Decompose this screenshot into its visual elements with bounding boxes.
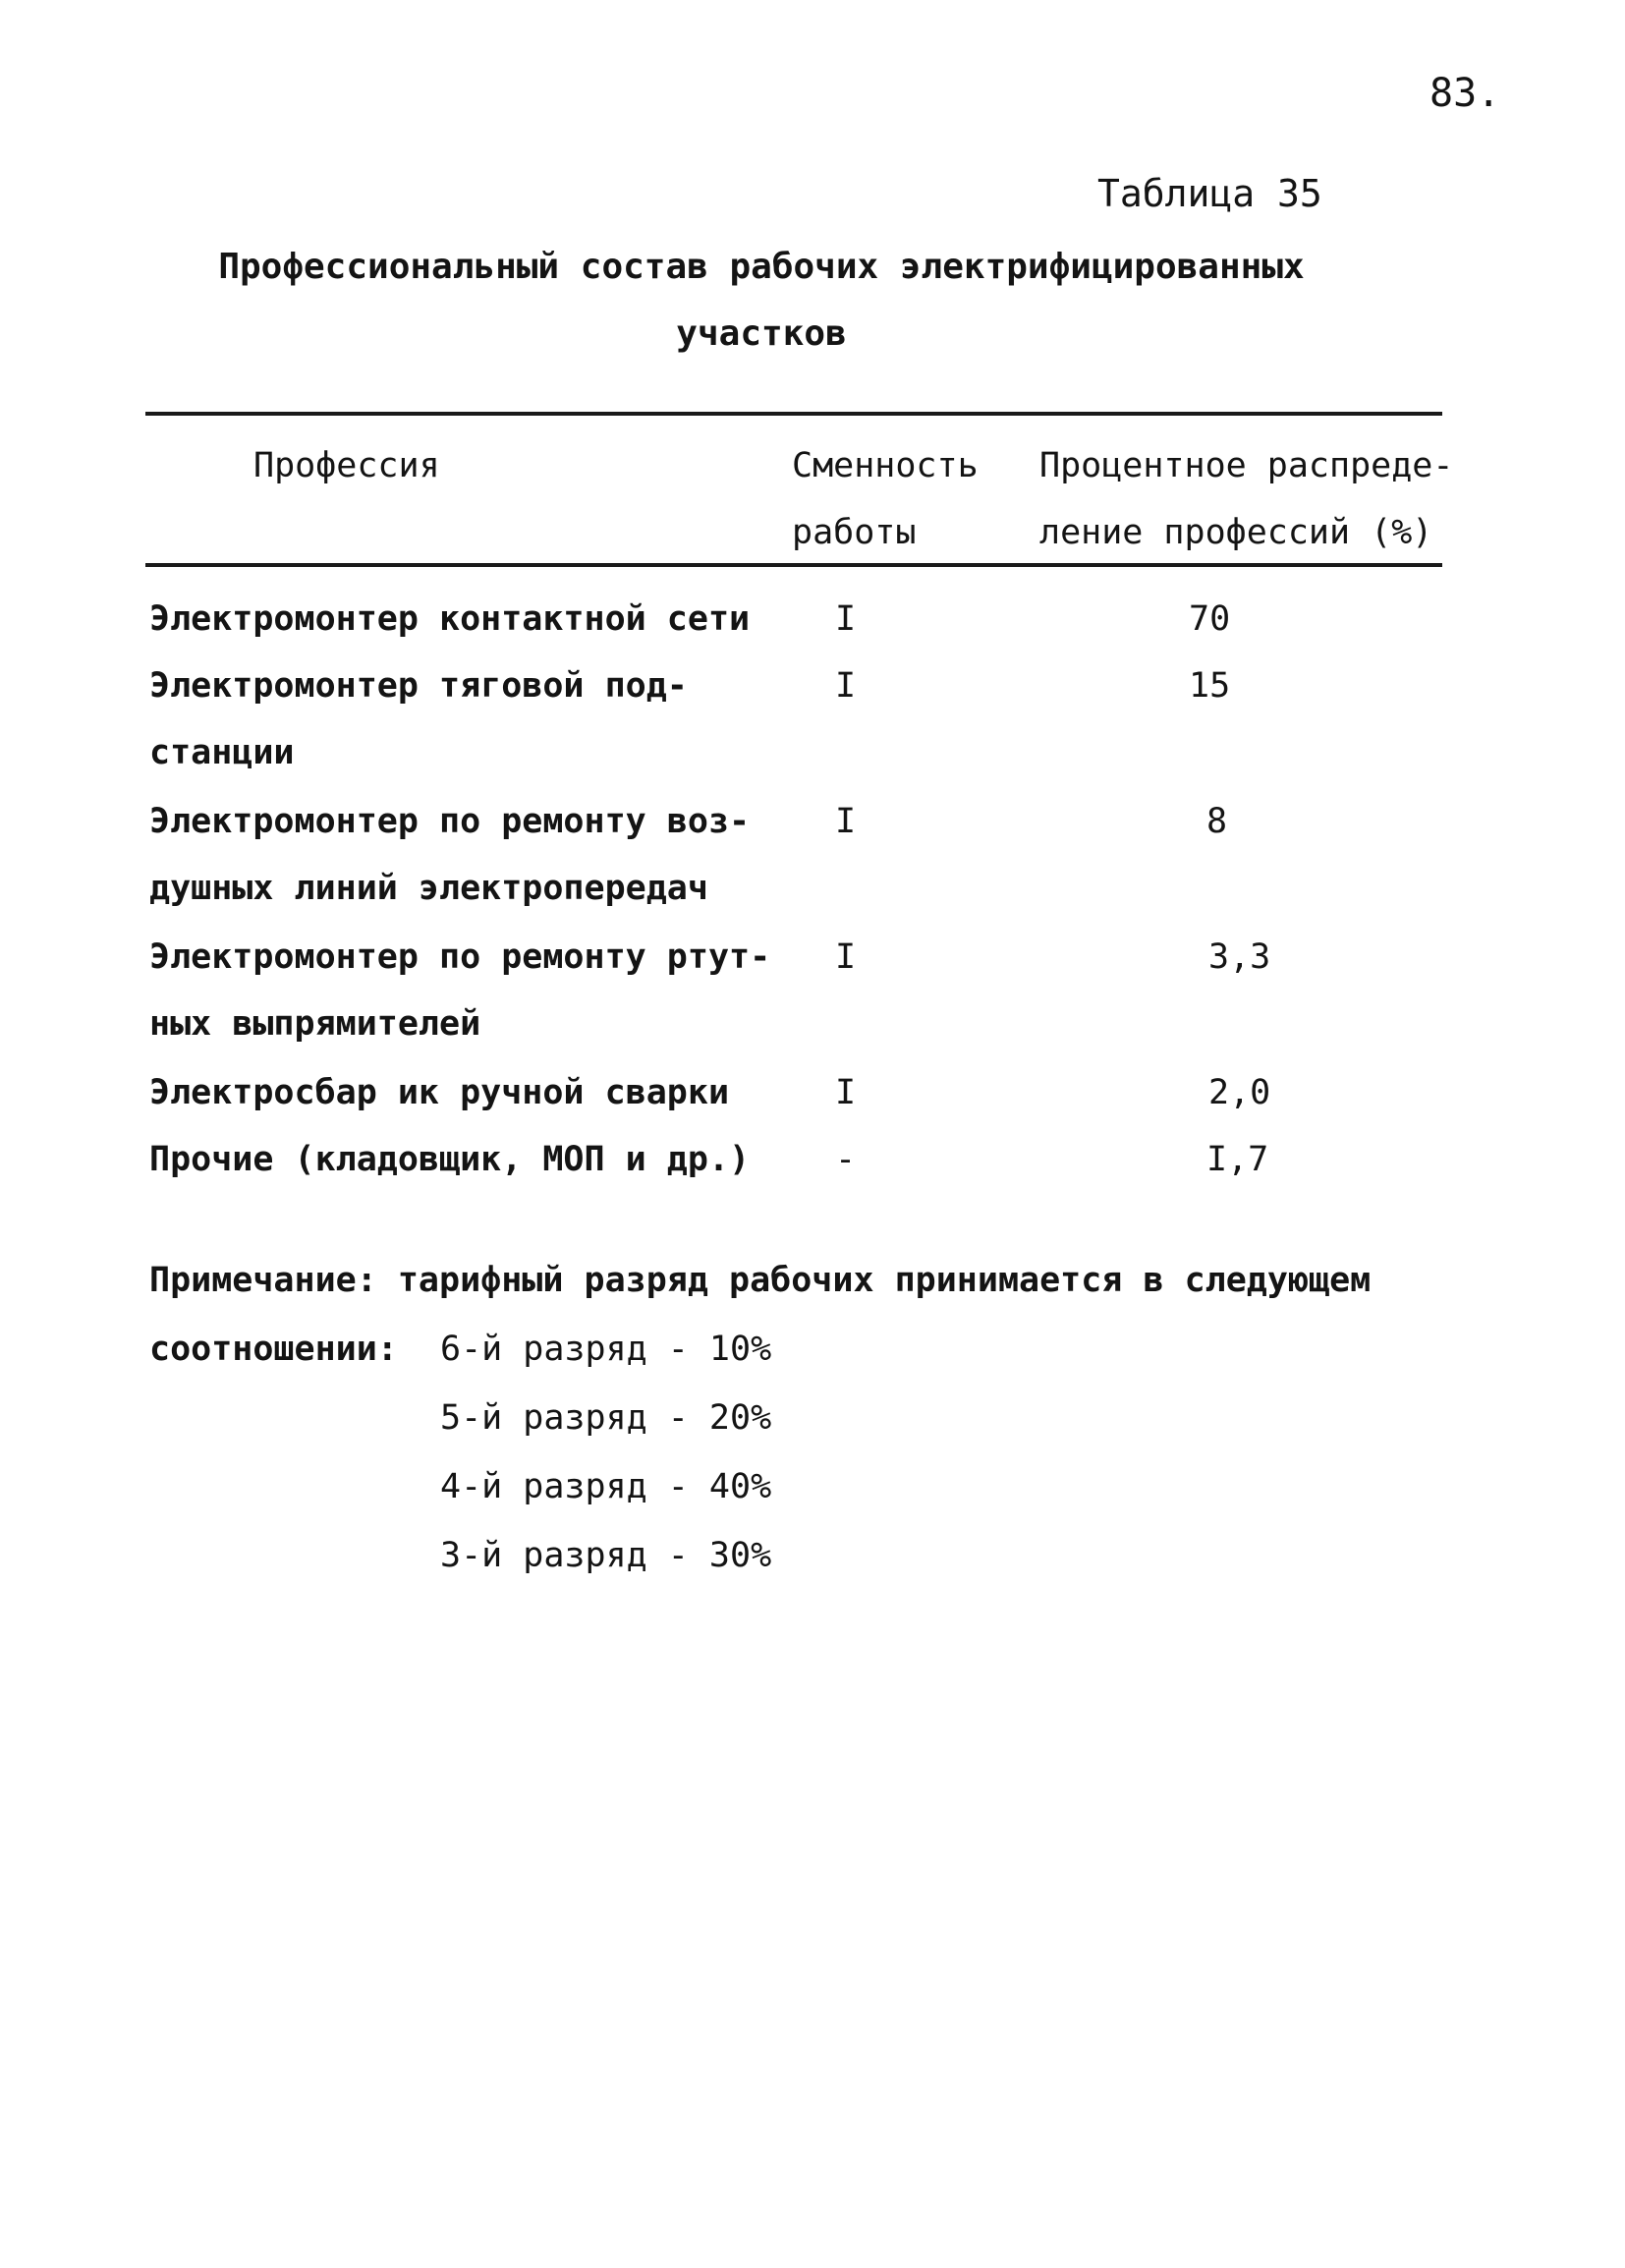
grade-line: 4-й разряд - 40% xyxy=(440,1467,772,1506)
profession-line: Электромонтер контактной сети xyxy=(149,599,751,639)
table-title-line-1: Профессиональный состав рабочих электрифицированных xyxy=(218,247,1305,287)
table-row-profession xyxy=(149,1059,778,1126)
table-title-line-2: участков xyxy=(676,313,847,354)
table-title xyxy=(147,234,1375,368)
profession-line: Электромонтер по ремонту ртут- xyxy=(149,937,771,977)
table-row-shift: I xyxy=(835,802,857,841)
table-row-percent: 70 xyxy=(1189,599,1231,639)
grade-line: 5-й разряд - 20% xyxy=(440,1398,772,1438)
table-row-percent: I,7 xyxy=(1206,1140,1269,1179)
table-top-rule xyxy=(145,412,1442,416)
profession-line: ных выпрямителей xyxy=(149,1004,481,1044)
header-shift-line-2: работы xyxy=(792,513,917,552)
header-shift-line-1: Сменность xyxy=(792,446,979,485)
table-row-profession xyxy=(149,788,778,922)
profession-line: Электромонтер тяговой под- xyxy=(149,666,688,706)
table-header-rule xyxy=(145,563,1442,567)
header-percent xyxy=(1039,432,1453,566)
table-row-profession xyxy=(149,1126,778,1193)
table-row-shift: I xyxy=(835,666,857,706)
page-number: 83. xyxy=(1429,71,1501,116)
table-row-percent: 3,3 xyxy=(1208,937,1271,977)
profession-line: душных линий электропередач xyxy=(149,869,708,908)
table-row-profession xyxy=(149,924,778,1057)
header-percent-line-1: Процентное распреде- xyxy=(1039,446,1454,485)
header-percent-line-2: ление профессий (%) xyxy=(1039,513,1433,552)
note-prefix: соотношении: xyxy=(149,1330,398,1369)
table-row-shift: I xyxy=(835,599,857,639)
table-row-percent: 2,0 xyxy=(1208,1073,1271,1112)
grade-line: 6-й разряд - 10% xyxy=(440,1330,772,1369)
table-label: Таблица 35 xyxy=(1097,172,1322,215)
header-profession: Профессия xyxy=(253,446,440,485)
table-row-shift: I xyxy=(835,1073,857,1112)
profession-line: Электросбар ик ручной сварки xyxy=(149,1073,730,1112)
header-shift xyxy=(792,432,979,566)
note-text: Примечание: тарифный разряд рабочих принимается в следующем xyxy=(149,1261,1372,1300)
profession-line: Прочие (кладовщик, МОП и др.) xyxy=(149,1140,751,1179)
grade-line: 3-й разряд - 30% xyxy=(440,1536,772,1575)
profession-line: станции xyxy=(149,733,295,772)
table-row-percent: 8 xyxy=(1206,802,1228,841)
table-row-profession xyxy=(149,652,778,786)
profession-line: Электромонтер по ремонту воз- xyxy=(149,802,751,841)
table-row-profession xyxy=(149,586,778,652)
table-row-shift: I xyxy=(835,937,857,977)
table-row-shift: - xyxy=(835,1140,857,1179)
table-row-percent: 15 xyxy=(1189,666,1231,706)
